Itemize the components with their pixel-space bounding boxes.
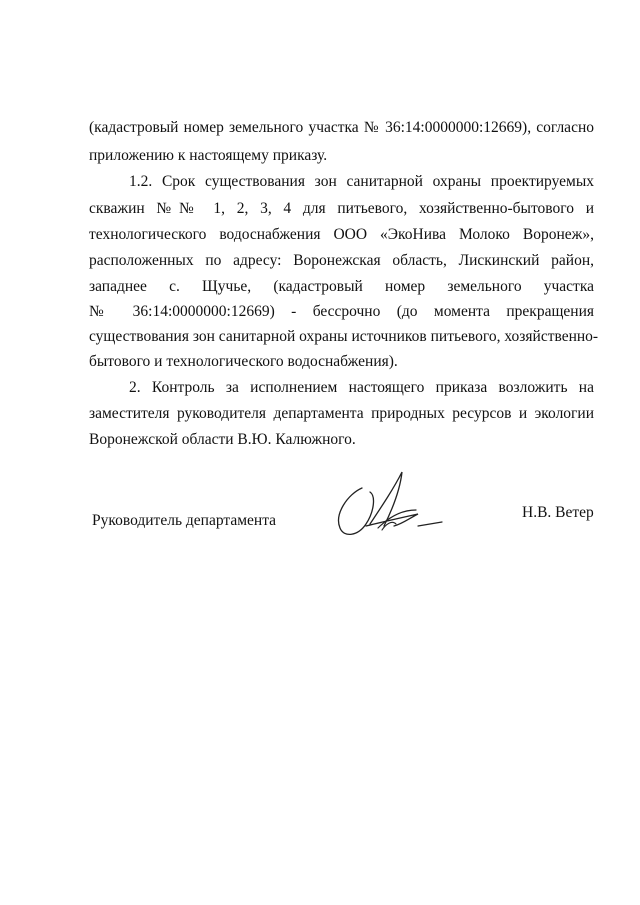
- body-line-4: скважин №№ 1, 2, 3, 4 для питьевого, хозяйственно-бытового и: [89, 200, 594, 217]
- signatory-title: Руководитель департамента: [92, 512, 277, 529]
- handwritten-signature: [330, 466, 450, 546]
- body-line-2: приложению к настоящему приказу.: [89, 147, 328, 164]
- body-line-6: расположенных по адресу: Воронежская область, Лискинский район,: [89, 252, 594, 269]
- body-line-11: 2. Контроль за исполнением настоящего приказа возложить на: [129, 379, 594, 396]
- body-line-7: западнее с. Щучье, (кадастровый номер земельного участка: [89, 278, 594, 295]
- body-line-1: (кадастровый номер земельного участка № 36:14:0000000:12669), согласно: [89, 119, 594, 136]
- body-line-12: заместителя руководителя департамента природных ресурсов и экологии: [89, 405, 594, 422]
- body-line-3: 1.2. Срок существования зон санитарной охраны проектируемых: [129, 173, 594, 190]
- body-line-10: бытового и технологического водоснабжения).: [89, 353, 398, 370]
- body-line-8: № 36:14:0000000:12669) - бессрочно (до момента прекращения: [89, 303, 594, 320]
- signatory-name: Н.В. Ветер: [522, 504, 594, 521]
- body-line-9: существования зон санитарной охраны источников питьевого, хозяйственно-: [89, 328, 599, 345]
- body-line-5: технологического водоснабжения ООО «ЭкоНива Молоко Воронеж»,: [89, 226, 594, 243]
- body-line-13: Воронежской области В.Ю. Калюжного.: [89, 431, 356, 448]
